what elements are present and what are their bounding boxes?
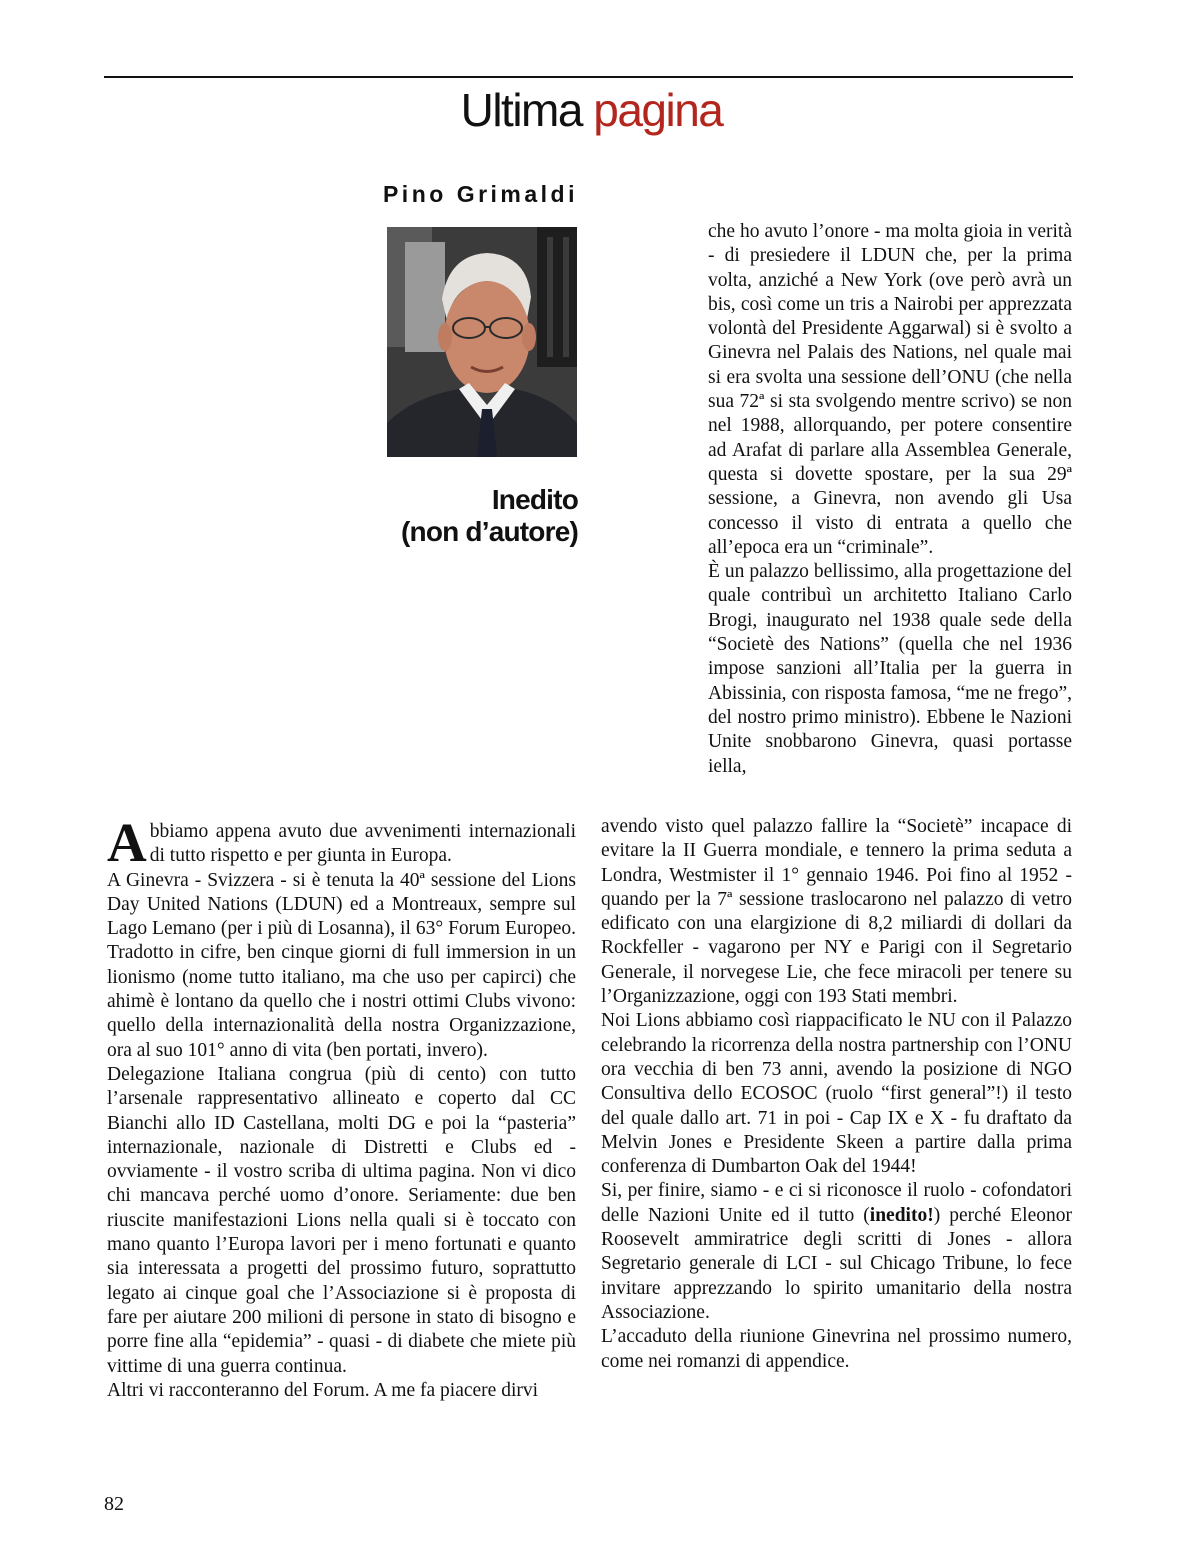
- drop-cap: A: [107, 812, 147, 873]
- bold-emphasis: inedito!: [869, 1204, 934, 1226]
- paragraph-text: Si, per finire, siamo - e ci si riconosce il ruolo - cofondatori delle Nazioni Unite ed il tutto (: [601, 1180, 1072, 1226]
- left-column: [107, 812, 576, 1403]
- paragraph: Noi Lions abbiamo così riappacificato le NU con il Palazzo celebrando la ricorrenza della nostra partnership con l’ONU ora vecchia di ben 73 anni, avendo la posizione di NGO Consultiva dello ECOSOC (ruolo “first general”!) il testo del quale dallo art. 71 in poi - Cap IX e X - fu draftato da Melvin Jones e Presidente Skeen a partire dalla prima conferenza di Dumbarton Oak del 1944!: [601, 1010, 1072, 1178]
- author-name: Pino Grimaldi: [382, 181, 578, 207]
- author-portrait: [387, 227, 577, 457]
- page-number: 82: [104, 1493, 124, 1515]
- paragraph: avendo visto quel palazzo fallire la “Societè” incapace di evitare la II Guerra mondiale, e tennero la prima seduta a Londra, Westmister il 1° gennaio 1946. Poi fino al 1952 - quando per la 7ª sessione traslocarono nel palazzo di vetro edificato con una elargizione di 8,2 miliardi di dollari da Rockfeller - vagarono per NY e Parigi con il Segretario Generale, il norvegese Lie, che fece miracoli per tenere su l’Organizzazione, oggi con 193 Stati membri.: [601, 816, 1072, 1008]
- paragraph: [107, 812, 576, 873]
- paragraph: L’accaduto della riunione Ginevrina nel prossimo numero, come nei romanzi di appendice.: [601, 1326, 1072, 1372]
- paragraph: Altri vi racconteranno del Forum. A me fa piacere dirvi: [107, 1379, 539, 1401]
- headline-line1: Inedito: [491, 484, 578, 515]
- paragraph: È un palazzo bellissimo, alla progettazione del quale contribuì un architetto Italiano Carlo Brogi, inaugurato nel 1938 quale sede della “Societè des Nations” (quella che nel 1936 impose sanzioni all’Italia per la guerra in Abissinia, con risposta famosa, “me ne frego”, del nostro primo ministro). Ebbene le Nazioni Unite snobbarono Ginevra, quasi portasse iella,: [708, 561, 1072, 777]
- right-column-top: [708, 220, 1072, 779]
- paragraph-text: bbiamo appena avuto due avvenimenti internazionali di tutto rispetto e per giunta in Europa.: [149, 821, 576, 867]
- paragraph: Delegazione Italiana congrua (più di cento) con tutto l’arsenale rappresentativo allineato e coperto dal CC Bianchi allo ID Castellana, molti DG e poi la “pasteria” internazionale, nazionale di Distretti e Clubs ed - ovviamente - il vostro scriba di ultima pagina. Non vi dico chi mancava perché uomo d’onore. Seriamente: due ben riuscite manifestazioni Lions nella quali si è toccato con mano quanto l’Europa lavori per i meno fortunati e quanto sia interessata a progetti del prossimo futuro, soprattutto legato ai cinque goal che l’Associazione si è proposta di fare per aiutare 200 milioni di persone in stato di bisogno e porre fine alla “epidemia” - quasi - di diabete che miete più vittime di una guerra continua.: [107, 1063, 576, 1377]
- paragraph: che ho avuto l’onore - ma molta gioia in verità - di presiedere il LDUN che, per la prima volta, anziché a New York (ove però avrà un bis, così come un tris a Nairobi per apprezzata volontà del Presidente Aggarwal) si è svolto a Ginevra nel Palais des Nations, nel quale mai si era svolta una sessione dell’ONU (che nella sua 72ª si sta svolgendo mentre scrivo) se non nel 1988, allorquando, per potere consentire ad Arafat di parlare alla Assemblea Generale, questa si dovette spostare, per la sua 29ª sessione, a Ginevra, non avendo gli Usa concesso il visto di entrata a quello che all’epoca era un “criminale”.: [708, 221, 1072, 558]
- section-title-part1: Ultima: [460, 84, 582, 136]
- article-headline: [401, 484, 578, 548]
- paragraph: [601, 1179, 1072, 1325]
- headline-line2: (non d’autore): [401, 516, 578, 547]
- section-title: [0, 82, 1183, 138]
- right-column-bottom: [601, 815, 1072, 1374]
- paragraph: A Ginevra - Svizzera - si è tenuta la 40ª sessione del Lions Day United Nations (LDUN) ed a Montreaux, sempre sul Lago Lemano (per i più di Losanna), il 63° Forum Europeo. Tradotto in cifre, ben cinque giorni di full immersion in un lionismo (nome tutto italiano, ma che uso per capirci) che ahimè è lontano da quello che i nostri ottimi Clubs vivono: quello della internazionalità della nostra Organizzazione, ora al suo 101° anno di vita (ben portati, invero).: [107, 869, 576, 1061]
- paragraph-text: ) perché Eleonor Roosevelt ammiratrice degli scritti di Jones - allora Segretario generale di LCI - sul Chicago Tribune, lo fece invitare apprezzando lo spirito umanitario della nostra Associazione.: [601, 1204, 1072, 1323]
- top-rule: [104, 76, 1073, 78]
- section-title-part2: pagina: [593, 84, 723, 136]
